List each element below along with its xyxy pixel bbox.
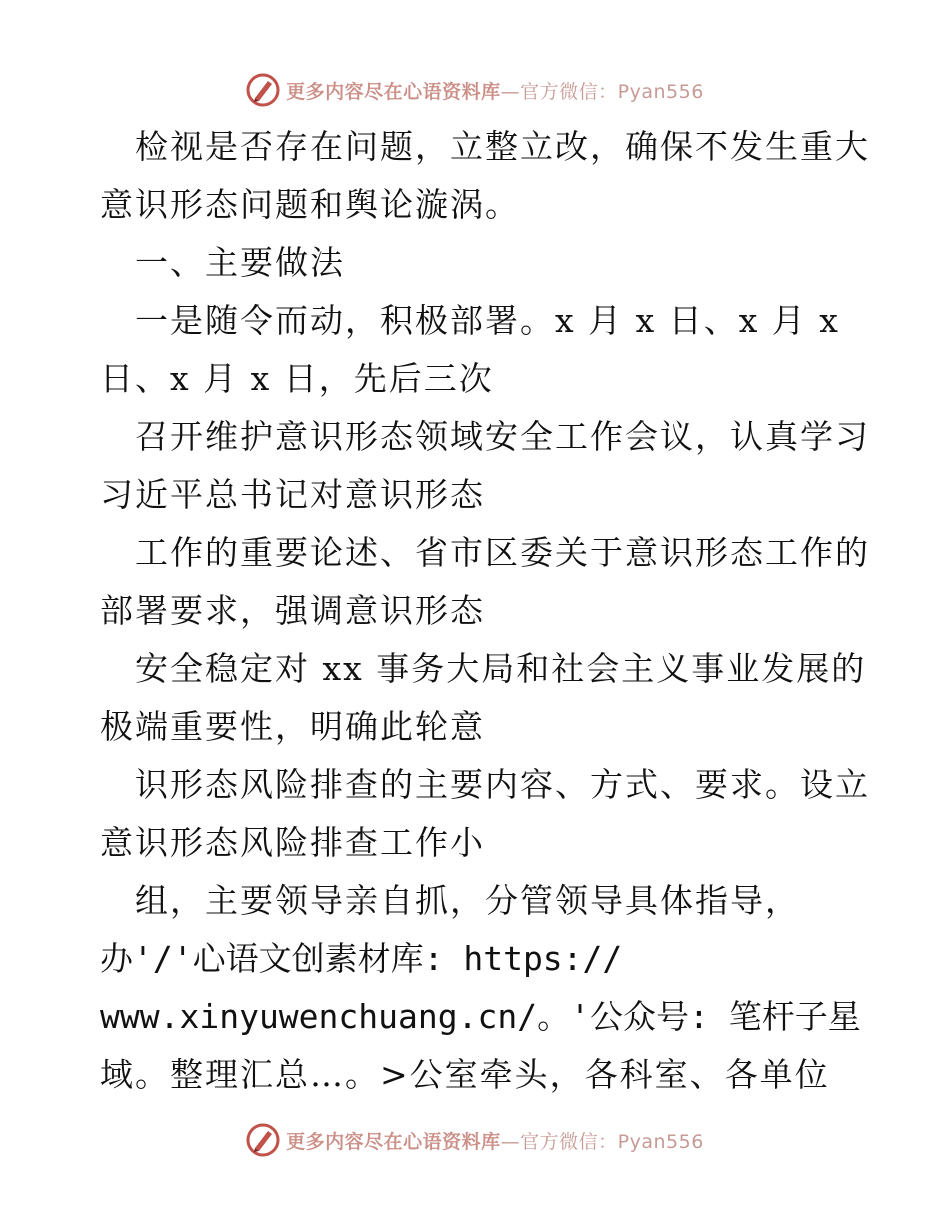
header-watermark	[0, 70, 950, 110]
paragraph-line: 检视是否存在问题，立整立改，确保不发生重大	[135, 127, 870, 166]
paragraph-line: 习近平总书记对意识形态	[100, 475, 485, 514]
paragraph-line: 日、x 月 x 日，先后三次	[100, 359, 494, 398]
watermark-text: 更多内容尽在心语资料库—官方微信：Pyan556	[286, 1130, 704, 1153]
paragraph-line: 办'/'心语文创素材库: https://	[100, 939, 623, 978]
pen-logo-icon	[246, 1123, 280, 1157]
paragraph-line: 意识形态问题和舆论漩涡。	[100, 185, 520, 224]
paragraph-line: 意识形态风险排查工作小	[100, 823, 485, 862]
paragraph-line: www.xinyuwenchuang.cn/。'公众号: 笔杆子星	[100, 997, 861, 1036]
paragraph-line: 召开维护意识形态领域安全工作会议，认真学习	[135, 417, 870, 456]
paragraph-line: 安全稳定对 xx 事务大局和社会主义事业发展的	[135, 649, 867, 688]
paragraph-line: 组，主要领导亲自抓，分管领导具体指导，	[135, 881, 800, 920]
document-body	[100, 118, 870, 1104]
paragraph-line: 工作的重要论述、省市区委关于意识形态工作的	[135, 533, 870, 572]
paragraph-line: 极端重要性，明确此轮意	[100, 707, 485, 746]
footer-watermark	[0, 1120, 950, 1160]
pen-logo-icon	[246, 73, 280, 107]
watermark-text: 更多内容尽在心语资料库—官方微信：Pyan556	[286, 80, 704, 103]
paragraph-line: 一是随令而动，积极部署。x 月 x 日、x 月 x	[135, 301, 840, 340]
paragraph-line: 部署要求，强调意识形态	[100, 591, 485, 630]
section-heading: 一、主要做法	[135, 243, 345, 282]
paragraph-line: 识形态风险排查的主要内容、方式、要求。设立	[135, 765, 870, 804]
paragraph-line: 域。整理汇总…。>公室牵头，各科室、各单位	[100, 1055, 830, 1094]
